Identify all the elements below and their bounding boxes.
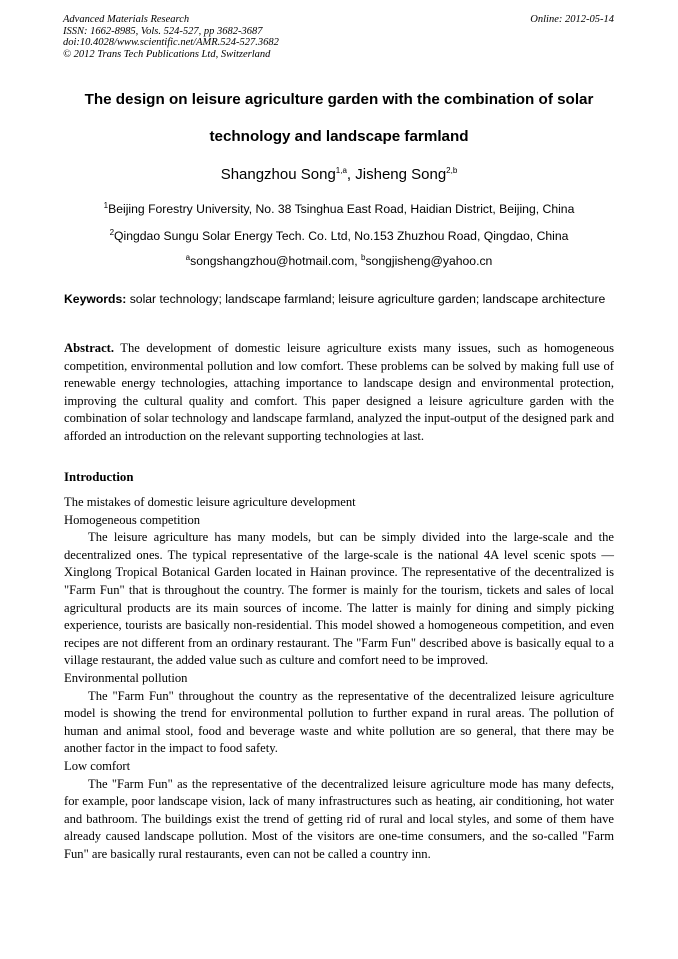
copyright-line: © 2012 Trans Tech Publications Ltd, Switzerland: [63, 48, 271, 60]
affiliation-2: [40, 229, 638, 243]
introduction-heading: Introduction: [64, 470, 134, 484]
author-2-affil: 2,b: [446, 166, 458, 175]
affiliation-2-text: Qingdao Sungu Solar Energy Tech. Co. Ltd, No.153 Zhuzhou Road, Qingdao, China: [114, 229, 569, 243]
paragraph-environmental-pollution: The "Farm Fun" throughout the country as the representative of the decentralized leisure agriculture model is showing the trend for environmental pollution to further expand in rural areas. The pollution of human and animal stool, food and beverage waste and white pollution are so general, that there may be another factor in the impact to food safety.: [64, 688, 614, 756]
introduction-body: [64, 494, 614, 863]
affiliation-2-mark: 2: [109, 227, 115, 237]
author-2: Jisheng Song: [355, 166, 447, 183]
keywords-label: Keywords:: [64, 292, 127, 306]
keywords-text: solar technology; landscape farmland; leisure agriculture garden; landscape architecture: [126, 292, 606, 306]
author-separator: ,: [346, 166, 356, 183]
subheading-environmental-pollution: Environmental pollution: [64, 670, 188, 685]
issn-line: ISSN: 1662-8985, Vols. 524-527, pp 3682-3687: [63, 25, 263, 37]
author-1-affil: 1,a: [335, 166, 347, 175]
email-b: songjisheng@yahoo.cn: [365, 254, 493, 268]
subheading-low-comfort: Low comfort: [64, 758, 131, 773]
paragraph-low-comfort: The "Farm Fun" as the representative of the decentralized leisure agriculture mode has many defects, for example, poor landscape vision, lack of many infrastructures such as heating, air conditioning, hot water and bathroom. The buildings exist the trend of getting rid of rural and local styles, and some of them have already caused landscape pollution. Most of the visitors are one-time consumers, and the so-called "Farm Fun" are basically rural restaurants, even can not be called a country inn.: [64, 776, 614, 861]
email-b-mark: b: [361, 252, 366, 262]
affiliation-1: [40, 202, 638, 216]
journal-name: Advanced Materials Research: [63, 14, 190, 25]
subheading-mistakes: The mistakes of domestic leisure agriculture development: [64, 495, 356, 509]
affiliation-1-mark: 1: [103, 200, 109, 210]
doi-line: doi:10.4028/www.scientific.net/AMR.524-527.3682: [63, 37, 279, 49]
online-date: Online: 2012-05-14: [530, 14, 614, 25]
author-list: [40, 166, 638, 183]
keywords: [64, 290, 614, 309]
abstract-text: The development of domestic leisure agriculture exists many issues, such as homogeneous competition, environmental pollution and low comfort. These problems can be solved by making full use of renewable energy technologies, attaching importance to landscape design and environmental protection, improving the cultural quality and comfort. This paper designed a leisure agriculture garden with the combination of solar technology and landscape farmland, analyzed the input-output of the designed park and afforded an introduction on the relevant supporting technologies at last.: [64, 341, 614, 443]
abstract-label: Abstract.: [64, 341, 115, 355]
abstract: [64, 340, 614, 446]
paragraph-homogeneous-competition: The leisure agriculture has many models, but can be simply divided into the large-scale and the decentralized ones. The typical representative of the large-scale is the national 4A level scenic spots —Xinglong Tropical Botanical Garden located in Hainan province. The representative of the decentralized is "Farm Fun" that is throughout the country. The former is mainly for the tourism, tickets and sales of local agricultural products are its main sources of income. The latter is mainly for dining and simply picking experience, tourists are basically non-residential. This model showed a homogeneous competition, and even recipes are not different from an ordinary restaurant. The "Farm Fun" described above is basically equal to a village restaurant, the added value such as culture and comfort need to be improved.: [64, 530, 614, 668]
email-a-mark: a: [185, 252, 191, 262]
paper-title-line-1: The design on leisure agriculture garden with the combination of solar: [84, 91, 594, 108]
author-emails: [40, 254, 638, 268]
author-1: Shangzhou Song: [220, 166, 336, 183]
email-a: songshangzhou@hotmail.com,: [190, 254, 361, 268]
paper-title-line-2: technology and landscape farmland: [209, 128, 469, 145]
affiliation-1-text: Beijing Forestry University, No. 38 Tsinghua East Road, Haidian District, Beijing, China: [108, 202, 575, 216]
journal-header: [63, 14, 279, 60]
subheading-homogeneous-competition: Homogeneous competition: [64, 512, 201, 527]
